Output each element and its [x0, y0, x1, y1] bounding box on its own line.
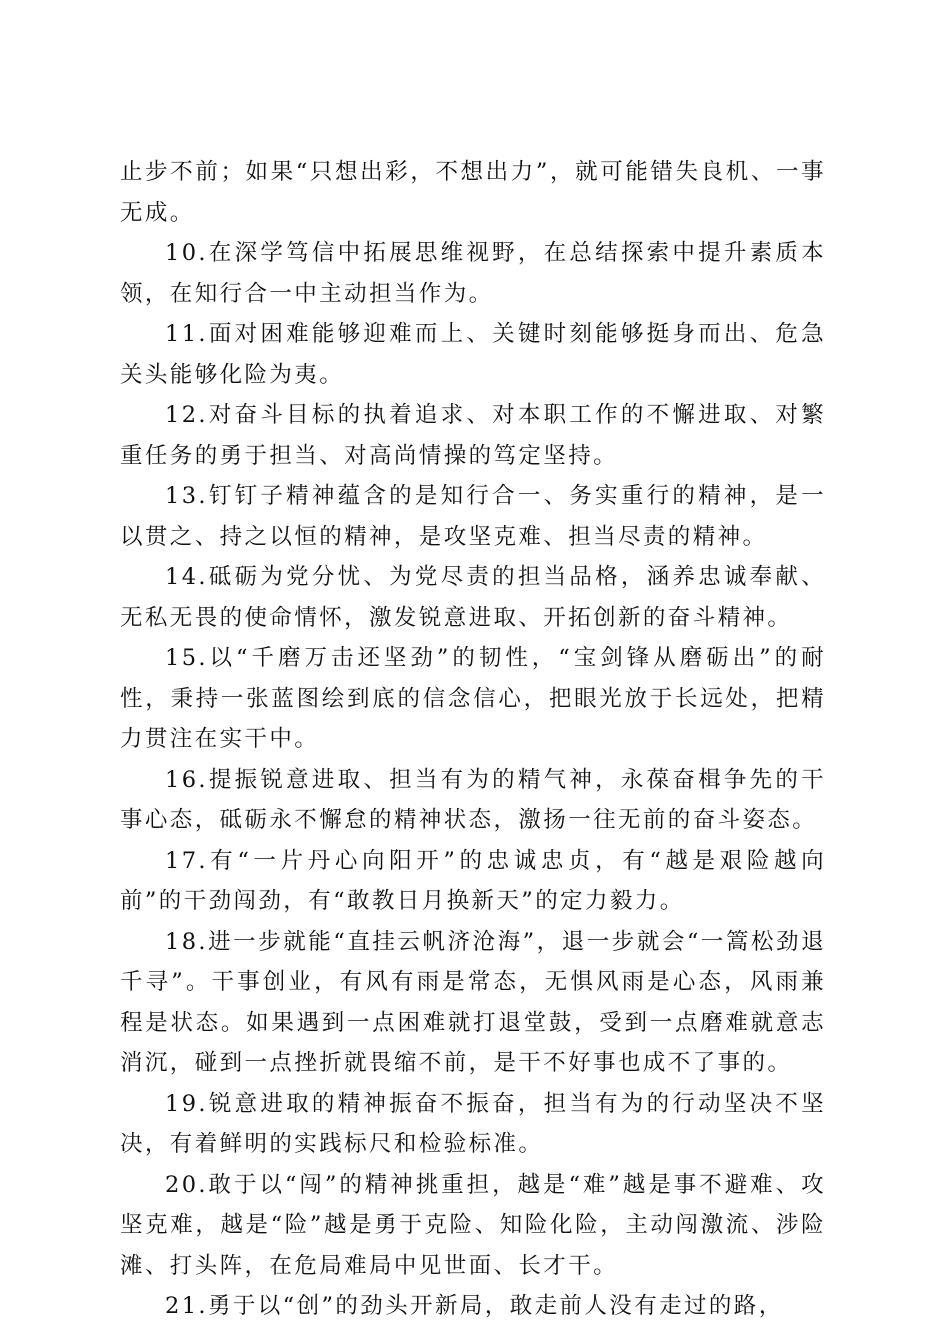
paragraph-18: 18.进一步就能“直挂云帆济沧海”，退一步就会“一篙松劲退千寻”。干事创业，有风有雨是常态，无惧风雨是心态，风雨兼程是状态。如果遇到一点困难就打退堂鼓，受到一点磨难就意志消沉，碰到一点挫折就畏缩不前，是干不好事也成不了事的。	[120, 928, 826, 1076]
paragraph-16: 16.提振锐意进取、担当有为的精气神，永葆奋楫争先的干事心态，砥砺永不懈怠的精神状态，激扬一往无前的奋斗姿态。	[120, 766, 826, 833]
paragraph-11: 11.面对困难能够迎难而上、关键时刻能够挺身而出、危急关头能够化险为夷。	[120, 321, 826, 388]
paragraph-13: 13.钉钉子精神蕴含的是知行合一、务实重行的精神，是一以贯之、持之以恒的精神，是攻坚克难、担当尽责的精神。	[120, 483, 826, 550]
paragraph-continued: 止步不前；如果“只想出彩，不想出力”，就可能错失良机、一事无成。	[120, 159, 826, 226]
paragraph-15: 15.以“千磨万击还坚劲”的韧性，“宝剑锋从磨砺出”的耐性，秉持一张蓝图绘到底的信念信心，把眼光放于长远处，把精力贯注在实干中。	[120, 645, 826, 752]
paragraph-10: 10.在深学笃信中拓展思维视野，在总结探索中提升素质本领，在知行合一中主动担当作为。	[120, 240, 826, 307]
paragraph-20: 20.敢于以“闯”的精神挑重担，越是“难”越是事不避难、攻坚克难，越是“险”越是勇于克险、知险化险，主动闯激流、涉险滩、打头阵，在危局难局中见世面、长才干。	[120, 1171, 826, 1279]
paragraph-19: 19.锐意进取的精神振奋不振奋，担当有为的行动坚决不坚决，有着鲜明的实践标尺和检验标准。	[120, 1090, 826, 1157]
paragraph-12: 12.对奋斗目标的执着追求、对本职工作的不懈进取、对繁重任务的勇于担当、对高尚情操的笃定坚持。	[120, 402, 826, 469]
document-body	[120, 152, 826, 1327]
paragraph-14: 14.砥砺为党分忧、为党尽责的担当品格，涵养忠诚奉献、无私无畏的使命情怀，激发锐意进取、开拓创新的奋斗精神。	[120, 564, 826, 631]
paragraph-21: 21.勇于以“创”的劲头开新局，敢走前人没有走过的路，	[165, 1293, 784, 1319]
paragraph-17: 17.有“一片丹心向阳开”的忠诚忠贞，有“越是艰险越向前”的干劲闯劲，有“敢教日月换新天”的定力毅力。	[120, 847, 826, 914]
